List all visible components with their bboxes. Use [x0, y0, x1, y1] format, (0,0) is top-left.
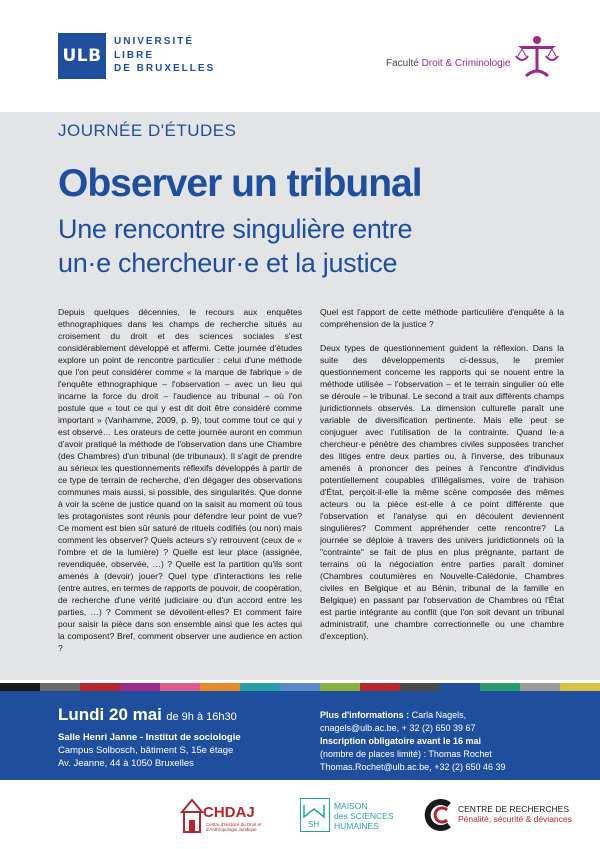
- faculty-prefix: Faculté: [386, 58, 419, 69]
- msh-mark: SH: [308, 820, 320, 829]
- stripe-segment: [40, 683, 80, 691]
- faculty-label: [386, 58, 511, 69]
- stripe-segment: [200, 683, 240, 691]
- crpsd-logo-icon: [423, 798, 457, 832]
- stripe-segment: [160, 683, 200, 691]
- page-title: Observer un tribunal: [58, 162, 422, 205]
- scales-of-justice-icon: [512, 34, 562, 80]
- ulb-wordmark: [114, 35, 215, 76]
- subtitle: [58, 212, 558, 280]
- event-date-main: Lundi 20 mai: [58, 705, 162, 724]
- stripe-segment: [560, 683, 600, 691]
- venue-address: Campus Solbosch, bâtiment S, 15e étage: [58, 745, 234, 756]
- crpsd-name: [458, 804, 572, 824]
- venue: [58, 731, 241, 770]
- subtitle-line: un·e chercheur·e et la justice: [58, 248, 398, 278]
- ulb-line: LIBRE: [114, 49, 154, 61]
- paragraph: Depuis quelques décennies, le recours aux enquêtes ethnographiques dans les champs de recherche situés au croisement du droit et des sciences sociales s'est considérablement développé et affermi. Cette journée d'études explore un point de rencontre particulier : celui d'une méthode que l'on peut considérer comme « la marque de fabrique » de l'enquête ethnographique – l'observation – avec un lieu qui incarne la force du droit – l'audience au tribunal – où l'on postule que « tout ce qui y est dit doit être considéré comme important » (Vanhamme, 2009, p. 9), tout comme tout ce qui y est observé… Les orateurs de cette journée auront en commun d'avoir pratiqué la méthode de l'observation dans une Chambre (des Chambres) d'un tribunal (de tribunaux). Il s'agit de prendre au sérieux les questionnements réflexifs développés à partir de ce type de terrain de recherche, d'en dégager des observations communes mais aussi, si possible, des singularités. Que donne à voir la scène de justice quand on la saisit au moment où tous les protagonistes sont réunis pour défendre leur point de vue? Ce moment est bien sûr saturé de rituels codifiés (ou non) mais comment les observer? Quels acteurs s'y retrouvent (ceux de « l'ombre et de la lumière) ? Quelle est leur place (assignée, revendiquée, observée, …) ? Quelle est la partition qu'ils sont amenés à (devoir) jouer? Quel type d'interactions les relie (entre autres, en termes de rapports de pouvoir, de coopération, de recherche d'une vérité judiciaire ou d'un accord entre les parties, …) ? Comment se dévoilent-elles? Et comment faire pour saisir la pièce dans son ensemble ainsi que les actes qui la composent? Bref, comment observer une audience en action ?: [58, 307, 302, 653]
- stripe-segment: [360, 683, 400, 691]
- color-stripe: [0, 683, 600, 691]
- stripe-segment: [0, 683, 40, 691]
- stripe-segment: [520, 683, 560, 691]
- contact-label: Plus d'informations :: [320, 710, 410, 720]
- stripe-segment: [400, 683, 440, 691]
- stripe-segment: [280, 683, 320, 691]
- crpsd-line: Pénalité, sécurité & déviances: [458, 814, 572, 824]
- header: [0, 0, 600, 112]
- event-date: [58, 705, 237, 725]
- ulb-line: DE BRUXELLES: [114, 63, 216, 74]
- contact-line: [320, 709, 506, 722]
- msh-mark-icon: [301, 799, 328, 830]
- chdaj-name: CHDAJ: [203, 804, 255, 821]
- right-column: [320, 306, 564, 654]
- left-column: [58, 306, 302, 666]
- contact-email[interactable]: cnagels@ulb.ac.be, + 32 (2) 650 39 67: [320, 723, 476, 733]
- paragraph: Deux types de questionnement guident la réflexion. Dans la suite des développements ci-dessus, le premier questionnement concerne les rapports qui se nouent entre la méthode utilisée – l'observation – et le terrain singulier où elle se déroule – le tribunal. Le second a trait aux différents champs juridictionnels observés. La dimension culturelle paraît une variable de diversification pertinente. Mais elle peut se conjuguer avec l'utilisation de la contrainte. Quand le·a chercheur·e pénètre des chambres civiles supposées trancher des litiges entre deux parties ou, à l'inverse, des tribunaux amenés à prononcer des peines à l'encontre d'individus potentiellement coupables d'illégalismes, voire de trahison d'État, perçoit-il-elle la même scène composée des mêmes acteurs ou la pièce est-elle à ce point différente que l'observation et l'analyse qui en découlent deviennent singulières? Comment appréhender cette rencontre? La journée se déploie à travers des univers juridictionnels où la "contrainte" se fait de plus en plus prégnante, partant de terrains où la négociation entre parties paraît dominer (Chambres coutumières en Nouvelle-Calédonie, Chambres civiles en Belgique et au Bénin, tribunal de la famille en Belgique) en passant par l'observation de Chambres où l'État est partie intégrante au conflit (que l'on soit devant un tribunal administratif, une chambre correctionnelle ou une chambre d'exception).: [320, 343, 564, 641]
- subtitle-line: Une rencontre singulière entre: [58, 214, 413, 244]
- ulb-logo-mark: ULB: [58, 33, 106, 79]
- ulb-line: UNIVERSITÉ: [114, 36, 195, 47]
- contact-name: Carla Nagels,: [409, 710, 467, 720]
- eyebrow-title: JOURNÉE D'ÉTUDES: [58, 121, 237, 140]
- inscription-label: Inscription obligatoire avant le 16 mai: [320, 736, 482, 746]
- event-hours: de 9h à 16h30: [166, 711, 237, 723]
- paragraph: Quel est l'apport de cette méthode particulière d'enquête à la compréhension de la justice ?: [320, 307, 564, 329]
- stripe-segment: [440, 683, 480, 691]
- msh-line: HUMAINES: [334, 821, 379, 831]
- venue-name: Salle Henri Janne - Institut de sociologie: [58, 732, 241, 743]
- stripe-segment: [240, 683, 280, 691]
- msh-line: MAISON: [334, 801, 368, 811]
- stripe-segment: [320, 683, 360, 691]
- msh-name: [334, 801, 394, 831]
- msh-line: des SCIENCES: [334, 811, 394, 821]
- inscription-note: (nombre de places limité) : Thomas Rochet: [320, 749, 492, 759]
- stripe-segment: [120, 683, 160, 691]
- crpsd-line: CENTRE DE RECHERCHES: [458, 804, 569, 814]
- contact-info: [320, 709, 506, 774]
- chdaj-subtitle: Centre d'Histoire du Droit et d'Anthropologie Juridique: [206, 822, 262, 832]
- faculty-accent: Droit & Criminologie: [421, 58, 511, 69]
- msh-logo-icon: [300, 798, 330, 832]
- venue-address: Av. Jeanne, 44 à 1050 Bruxelles: [58, 758, 194, 769]
- stripe-segment: [480, 683, 520, 691]
- stripe-segment: [80, 683, 120, 691]
- inscription-email[interactable]: Thomas.Rochet@ulb.ac.be, +32 (2) 650 46 39: [320, 762, 506, 772]
